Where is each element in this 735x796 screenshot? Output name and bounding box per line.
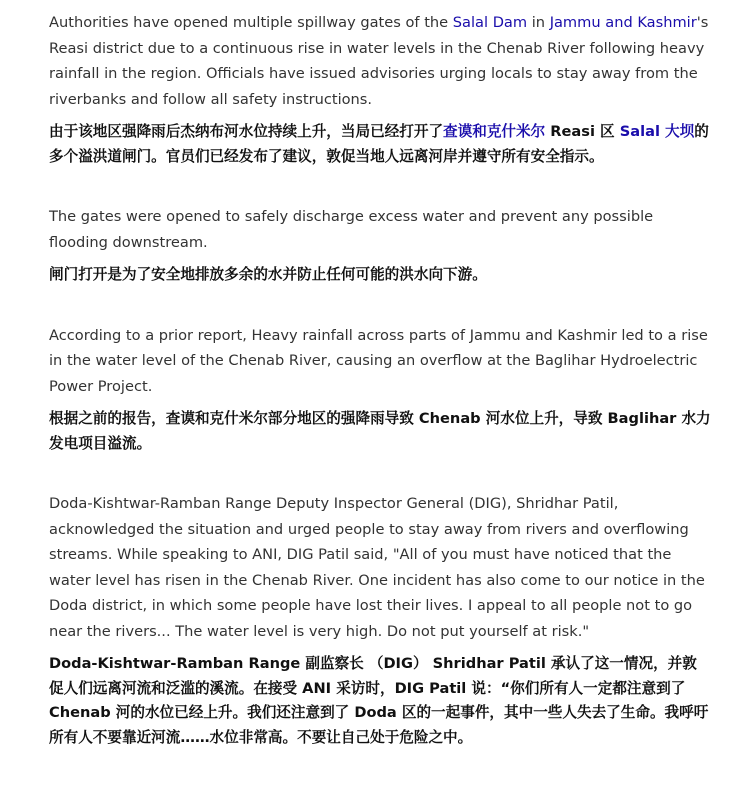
paragraph-spacer [49,456,711,491]
paragraph-zh [49,120,711,169]
paragraph-block-4 [49,491,711,750]
link-jammu-and-kashmir[interactable]: Jammu and Kashmir [549,14,697,31]
paragraph-en [49,10,711,112]
paragraph-zh: 闸门打开是为了安全地排放多余的水并防止任何可能的洪水向下游。 [49,266,487,283]
text-segment: Reasi 区 [545,123,620,140]
paragraph-en: According to a prior report, Heavy rainfall across parts of Jammu and Kashmir led to a rise in the water level of the Chenab River, causing an overflow at the Baglihar Hydroelectric Power Project. [49,326,708,395]
text-segment: Authorities have opened multiple spillway gates of the [49,14,453,31]
paragraph-spacer [49,169,711,204]
link-jammu-and-kashmir-zh[interactable]: 查谟和克什米尔 [443,123,546,140]
paragraph-zh: Doda-Kishtwar-Ramban Range 副监察长 （DIG） Shridhar Patil 承认了这一情况，并敦促人们远离河流和泛滥的溪流。在接受 ANI 采访时，DIG Patil 说：“你们所有人一定都注意到了 Chenab 河的水位已经上升。我们还注意到了 Doda 区的一起事件，其中一些人失去了生命。我呼吁所有人不要靠近河流……水位非常高。不要让自己处于危险之中。 [49,655,709,746]
link-salal-dam-zh[interactable]: Salal 大坝 [619,123,695,140]
paragraph-zh: 根据之前的报告，查谟和克什米尔部分地区的强降雨导致 Chenab 河水位上升，导致 Baglihar 水力发电项目溢流。 [49,410,711,452]
paragraph-block-1 [49,10,711,169]
paragraph-block-3 [49,323,711,457]
text-segment: in [527,14,550,31]
text-segment: 's Reasi district due to a continuous rise in water levels in the Chenab River following heavy rainfall in the region. Officials have issued advisories urging locals to stay away from the riverbanks and follow all safety instructions. [49,14,709,108]
paragraph-block-2 [49,204,711,288]
text-segment: 由于该地区强降雨后杰纳布河水位持续上升，当局已经打开了 [49,123,444,140]
link-salal-dam[interactable]: Salal Dam [452,14,528,31]
paragraph-en: The gates were opened to safely discharge excess water and prevent any possible flooding downstream. [49,208,654,251]
paragraph-spacer [49,288,711,323]
text-segment: 的多个溢洪道闸门。官员们已经发布了建议，敦促当地人远离河岸并遵守所有安全指示。 [49,123,709,165]
paragraph-en: Doda-Kishtwar-Ramban Range Deputy Inspector General (DIG), Shridhar Patil, acknowledged the situation and urged people to stay away from rivers and overflowing streams. While speaking to ANI, DIG Patil said, "All of you must have noticed that the water level has risen in the Chenab River. One incident has also come to our notice in the Doda district, in which some people have lost their lives. I appeal to all people not to go near the rivers... The water level is very high. Do not put yourself at risk." [49,495,705,640]
article-body [49,10,711,750]
